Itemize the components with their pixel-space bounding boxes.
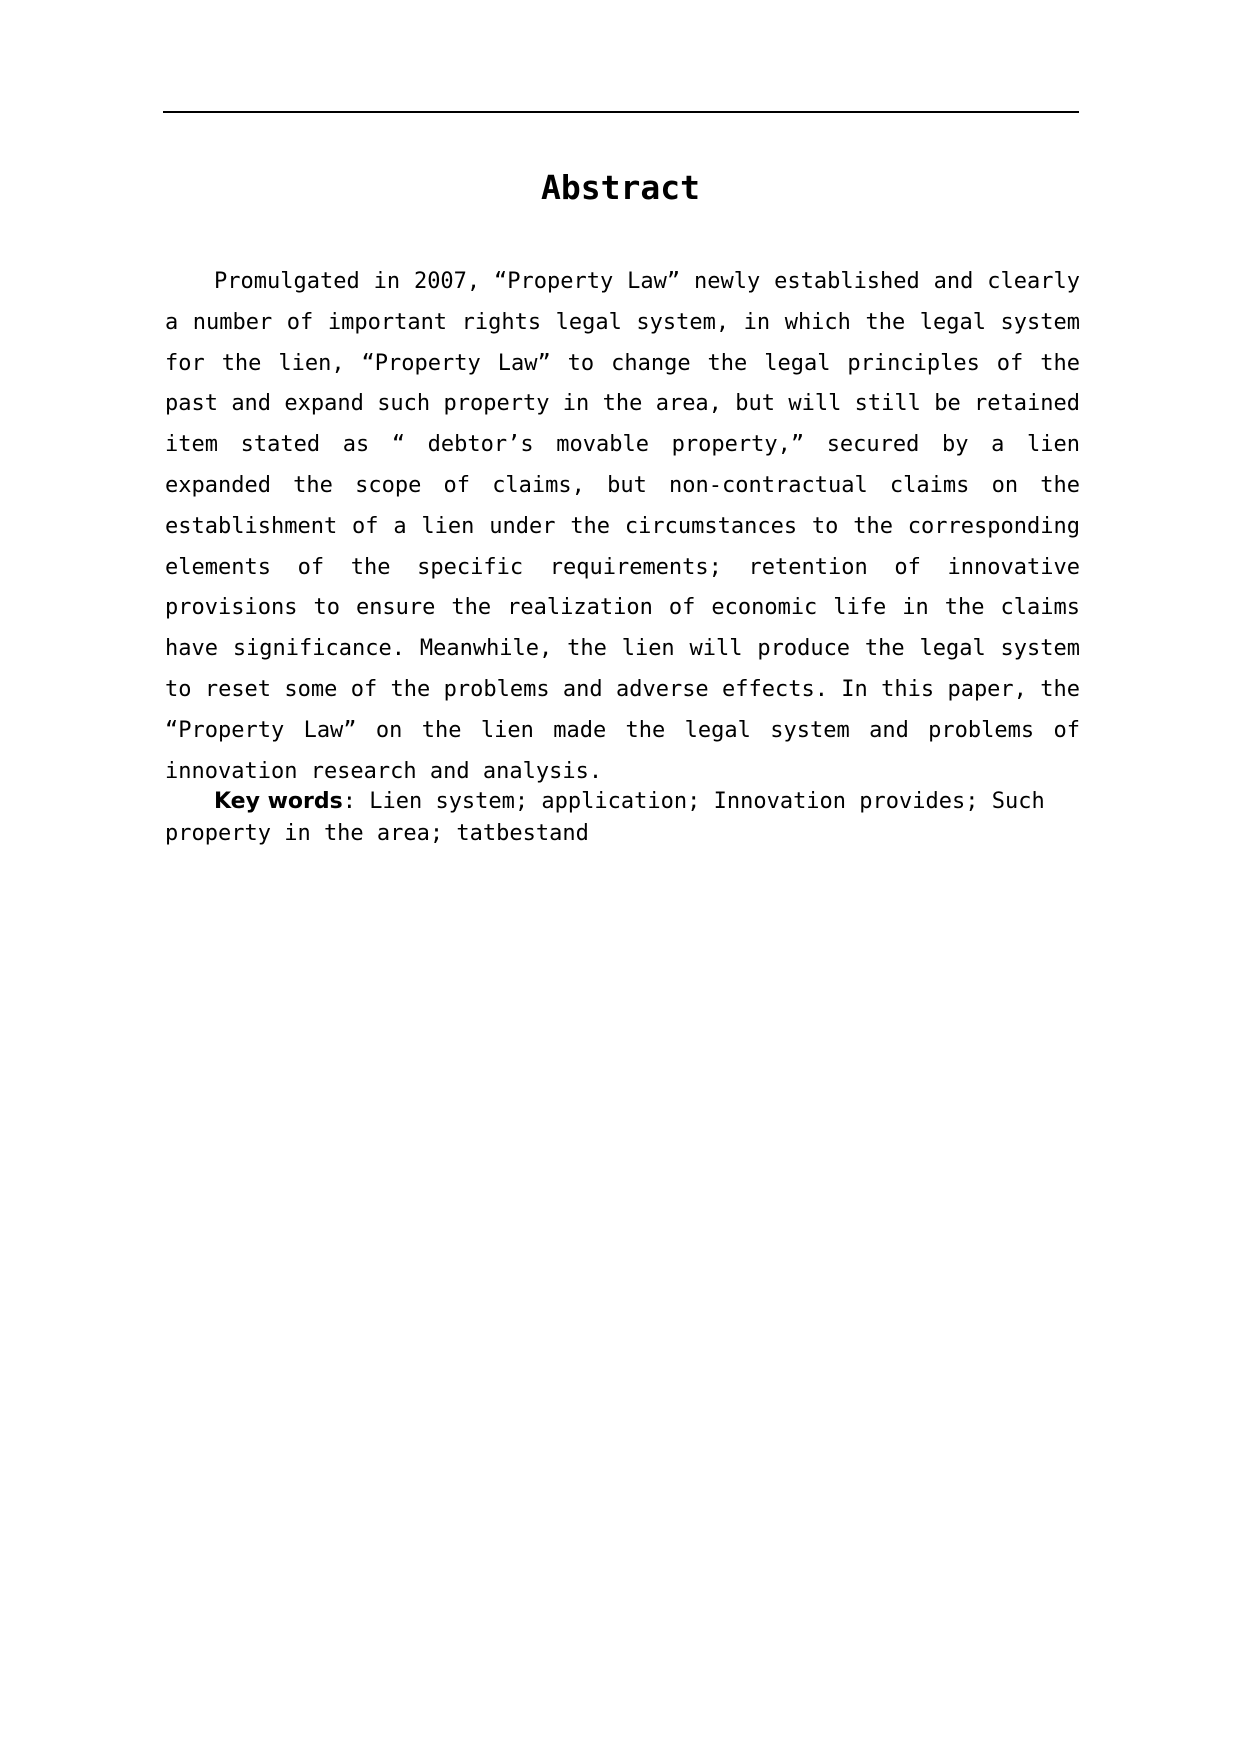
keywords-line	[165, 786, 1110, 850]
header-rule	[163, 111, 1079, 113]
keywords-label: Key words	[214, 789, 343, 814]
keywords-text: Lien system; application; Innovation provides; Such property in the area; tatbestand	[165, 789, 1045, 846]
abstract-paragraph: Promulgated in 2007, “Property Law” newly established and clearly a number of important rights legal system, in which the legal system for the lien, “Property Law” to change the legal principles of the past and expand such property in the area, but will still be retained item stated as “ debtor’s movable property,” secured by a lien expanded the scope of claims, but non-contractual claims on the establishment of a lien under the circumstances to the corresponding elements of the specific requirements; retention of innovative provisions to ensure the realization of economic life in the claims have significance. Meanwhile, the lien will produce the legal system to reset some of the problems and adverse effects. In this paper, the “Property Law” on the lien made the legal system and problems of innovation research and analysis.	[165, 269, 1080, 784]
keywords-separator: :	[342, 789, 370, 814]
page-title: Abstract	[541, 168, 700, 207]
